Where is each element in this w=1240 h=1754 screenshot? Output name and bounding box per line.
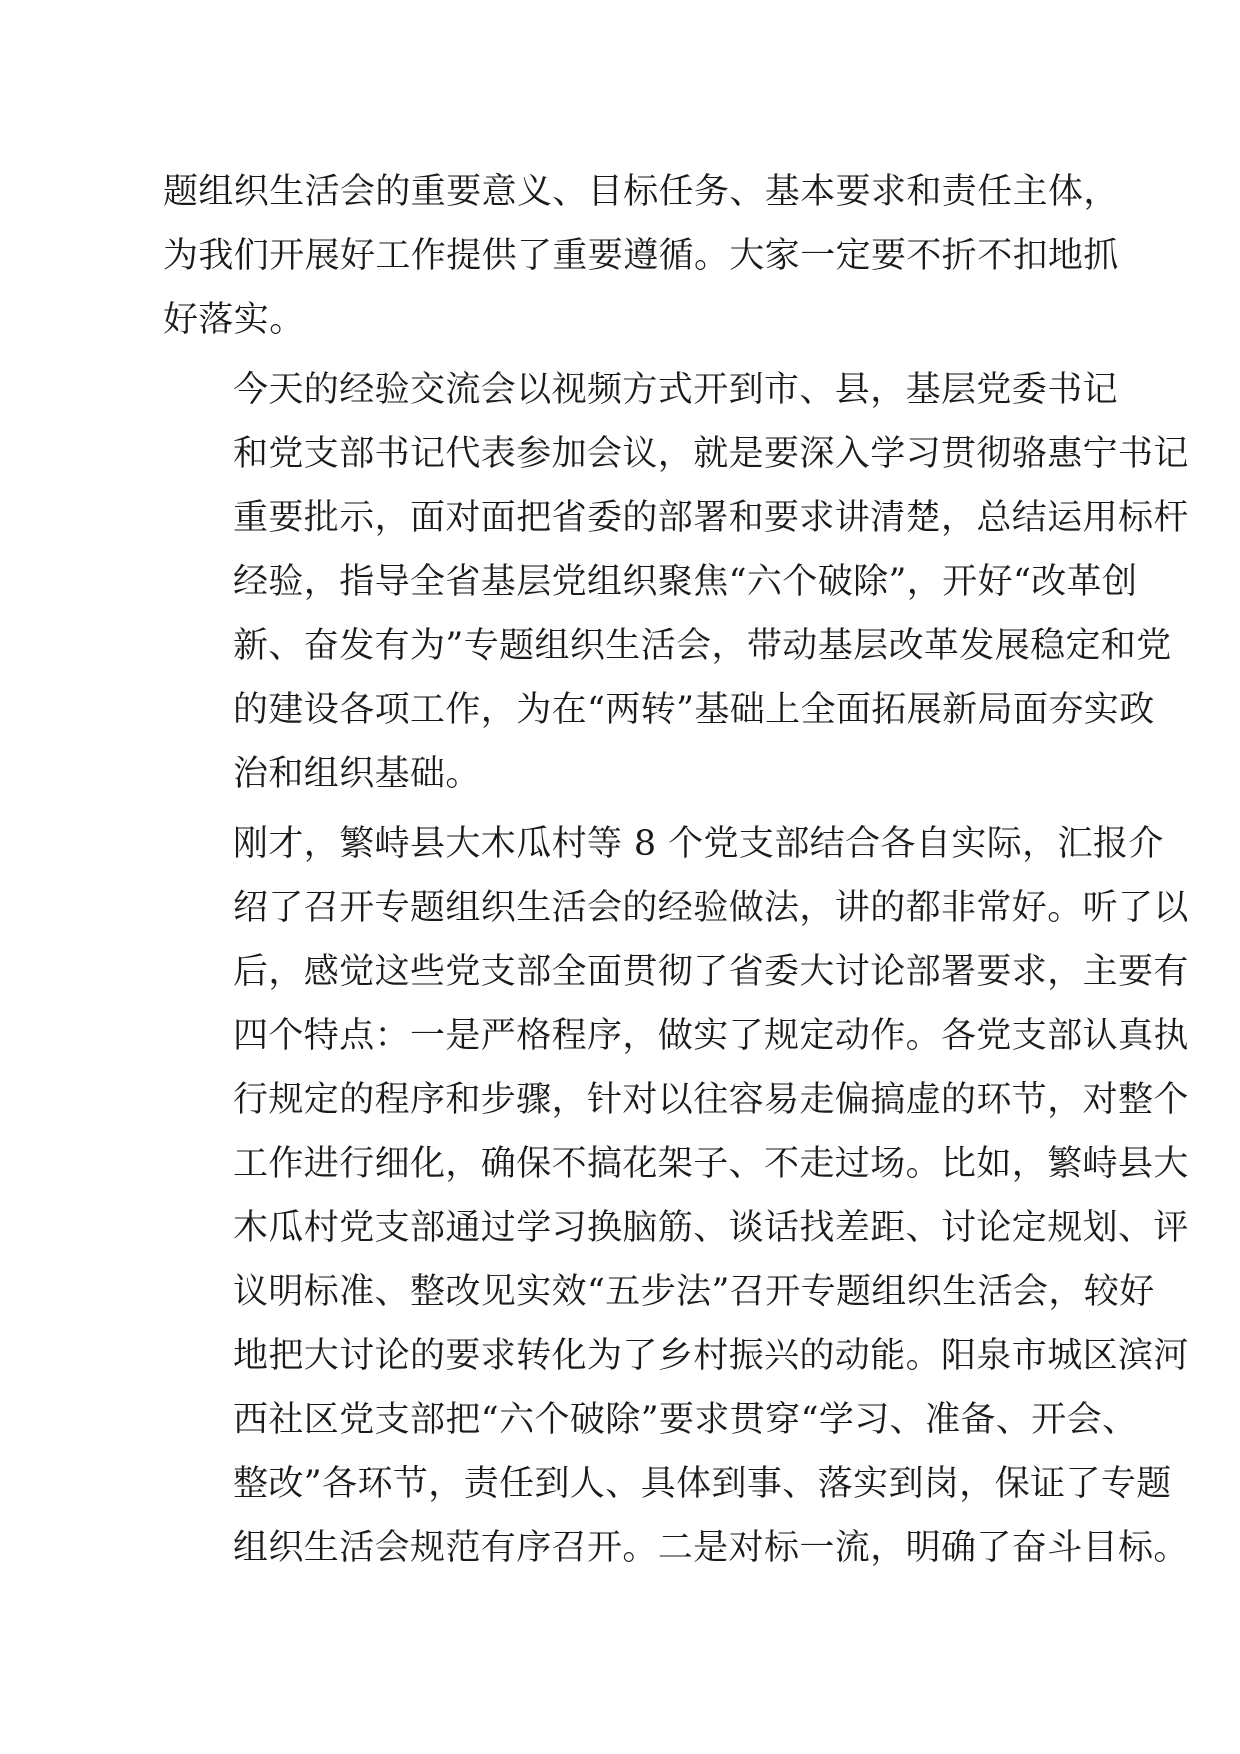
text-line: 绍了召开专题组织生活会的经验做法，讲的都非常好。听了以 (233, 888, 1189, 928)
text-line: 的建设各项工作，为在“两转”基础上全面拓展新局面夯实政 (233, 690, 1155, 730)
text-line: 治和组织基础。 (233, 754, 481, 794)
paragraph-2 (163, 358, 1189, 806)
paragraph-3 (163, 812, 1189, 1580)
text-line: 题组织生活会的重要意义、目标任务、基本要求和责任主体， (163, 172, 1119, 212)
text-line: 木瓜村党支部通过学习换脑筋、谈话找差距、讨论定规划、评 (233, 1208, 1189, 1248)
text-line: 后，感觉这些党支部全面贯彻了省委大讨论部署要求，主要有 (233, 952, 1189, 992)
paragraph-1 (163, 160, 1119, 352)
text-line: 重要批示，面对面把省委的部署和要求讲清楚，总结运用标杆 (233, 498, 1189, 538)
text-line: 和党支部书记代表参加会议，就是要深入学习贯彻骆惠宁书记 (233, 434, 1189, 474)
text-line: 刚才，繁峙县大木瓜村等 8 个党支部结合各自实际，汇报介 (233, 824, 1164, 864)
document-body (163, 160, 1189, 1580)
text-line: 好落实。 (163, 300, 305, 340)
text-line: 整改”各环节，责任到人、具体到事、落实到岗，保证了专题 (233, 1464, 1172, 1504)
text-line: 行规定的程序和步骤，针对以往容易走偏搞虚的环节，对整个 (233, 1080, 1189, 1120)
text-line: 经验，指导全省基层党组织聚焦“六个破除”，开好“改革创 (233, 562, 1138, 602)
text-line: 新、奋发有为”专题组织生活会，带动基层改革发展稳定和党 (233, 626, 1172, 666)
text-line: 今天的经验交流会以视频方式开到市、县，基层党委书记 (233, 370, 1119, 410)
text-line: 西社区党支部把“六个破除”要求贯穿“学习、准备、开会、 (233, 1400, 1138, 1440)
text-line: 四个特点：一是严格程序，做实了规定动作。各党支部认真执 (233, 1016, 1189, 1056)
text-line: 议明标准、整改见实效“五步法”召开专题组织生活会，较好 (233, 1272, 1155, 1312)
text-line: 组织生活会规范有序召开。二是对标一流，明确了奋斗目标。 (233, 1528, 1189, 1568)
text-line: 为我们开展好工作提供了重要遵循。大家一定要不折不扣地抓 (163, 236, 1119, 276)
text-line: 工作进行细化，确保不搞花架子、不走过场。比如，繁峙县大 (233, 1144, 1189, 1184)
text-line: 地把大讨论的要求转化为了乡村振兴的动能。阳泉市城区滨河 (233, 1336, 1189, 1376)
